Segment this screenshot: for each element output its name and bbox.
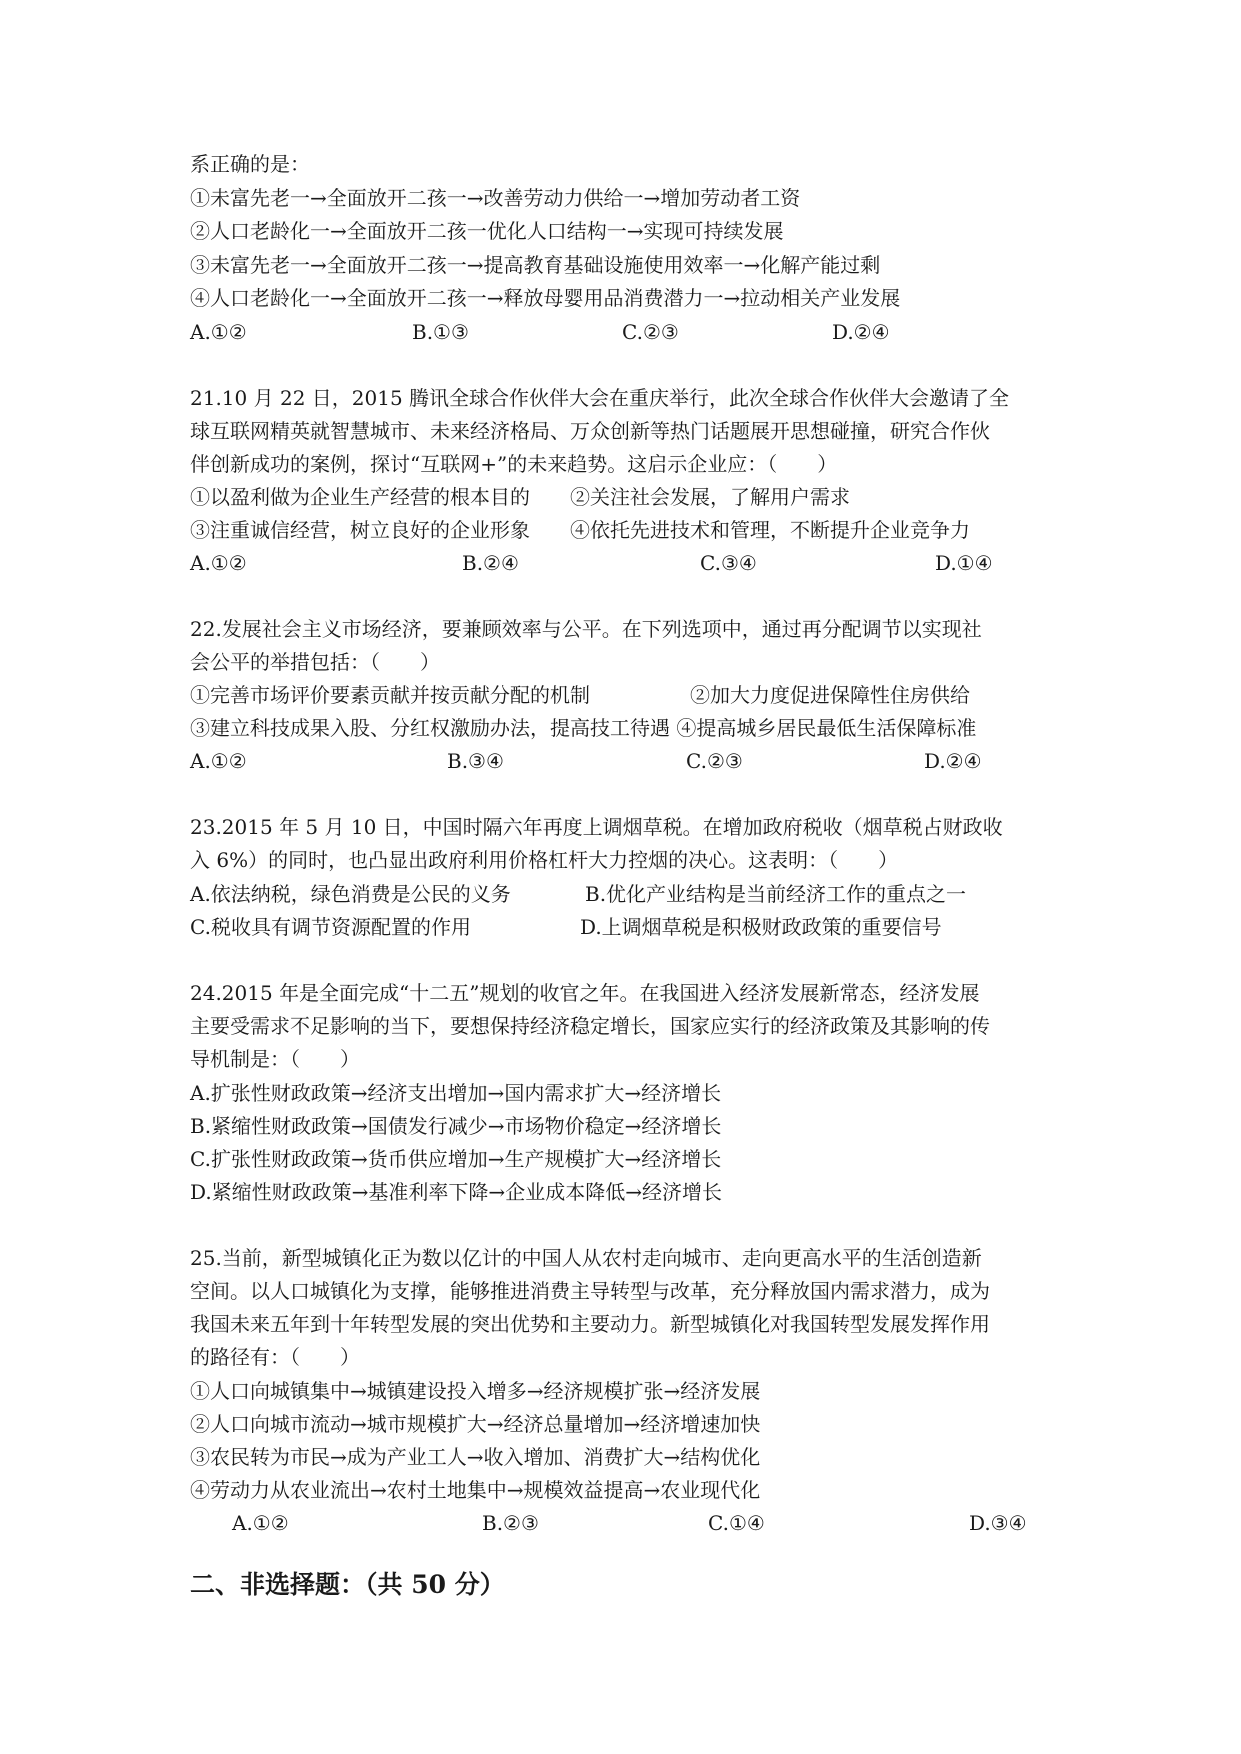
q20-item-1: ①未富先老一→全面放开二孩一→改善劳动力供给一→增加劳动者工资 (190, 186, 801, 210)
q21-stem-line-2: 球互联网精英就智慧城市、未来经济格局、万众创新等热门话题展开思想碰撞，研究合作伙 (190, 419, 990, 443)
q21-option-d: D.①④ (935, 551, 993, 575)
q20-stem-tail: 系正确的是： (190, 152, 310, 176)
q22-items-row-1: ①完善市场评价要素贡献并按贡献分配的机制 ②加大力度促进保障性住房供给 (190, 683, 970, 707)
q22-stem-line-2: 会公平的举措包括：（ ） (190, 650, 440, 674)
q22-option-a: A.①② (190, 749, 247, 773)
q21-option-b: B.②④ (462, 551, 519, 575)
q21-stem-line-3: 伴创新成功的案例，探讨“互联网+”的未来趋势。这启示企业应：（ ） (190, 452, 838, 476)
q20-item-3: ③未富先老一→全面放开二孩一→提高教育基础设施使用效率一→化解产能过剩 (190, 253, 881, 277)
q21-items-row-1: ①以盈利做为企业生产经营的根本目的 ②关注社会发展，了解用户需求 (190, 485, 850, 509)
q21-option-a: A.①② (190, 551, 247, 575)
q25-stem-line-1: 25.当前，新型城镇化正为数以亿计的中国人从农村走向城市、走向更高水平的生活创造新 (190, 1246, 982, 1270)
q21-stem-line-1: 21.10 月 22 日，2015 腾讯全球合作伙伴大会在重庆举行，此次全球合作伙伴大会邀请了全 (190, 386, 1010, 410)
q23-option-b: B.优化产业结构是当前经济工作的重点之一 (585, 882, 967, 906)
q22-option-d: D.②④ (924, 749, 982, 773)
q24-option-a: A.扩张性财政政策→经济支出增加→国内需求扩大→经济增长 (190, 1081, 722, 1105)
q25-option-d: D.③④ (969, 1511, 1027, 1535)
q25-item-4: ④劳动力从农业流出→农村土地集中→规模效益提高→农业现代化 (190, 1478, 761, 1502)
q22-options (190, 747, 1090, 775)
q25-option-c: C.①④ (708, 1511, 765, 1535)
q20-option-c: C.②③ (622, 320, 679, 344)
q20-item-2: ②人口老龄化一→全面放开二孩一优化人口结构一→实现可持续发展 (190, 219, 784, 243)
section-2-heading: 二、非选择题：（共 50 分） (190, 1570, 505, 1599)
q25-option-b: B.②③ (482, 1511, 539, 1535)
q23-option-a: A.依法纳税，绿色消费是公民的义务 (190, 882, 511, 906)
q25-stem-line-4: 的路径有：（ ） (190, 1345, 360, 1369)
q24-option-d: D.紧缩性财政政策→基准利率下降→企业成本降低→经济增长 (190, 1180, 722, 1204)
q20-item-4: ④人口老龄化一→全面放开二孩一→释放母婴用品消费潜力一→拉动相关产业发展 (190, 286, 901, 310)
q25-item-3: ③农民转为市民→成为产业工人→收入增加、消费扩大→结构优化 (190, 1445, 761, 1469)
q22-stem-line-1: 22.发展社会主义市场经济，要兼顾效率与公平。在下列选项中，通过再分配调节以实现社 (190, 617, 982, 641)
q25-item-1: ①人口向城镇集中→城镇建设投入增多→经济规模扩张→经济发展 (190, 1379, 761, 1403)
q22-option-c: C.②③ (686, 749, 743, 773)
q24-stem-line-1: 24.2015 年是全面完成“十二五”规划的收官之年。在我国进入经济发展新常态，经济发展 (190, 981, 980, 1005)
q20-option-a: A.①② (190, 320, 247, 344)
q20-options (190, 318, 1090, 346)
q24-option-b: B.紧缩性财政政策→国债发行减少→市场物价稳定→经济增长 (190, 1114, 722, 1138)
q25-stem-line-2: 空间。以人口城镇化为支撑，能够推进消费主导转型与改革，充分释放国内需求潜力，成为 (190, 1279, 990, 1303)
q23-option-c: C.税收具有调节资源配置的作用 (190, 915, 471, 939)
q21-items-row-2: ③注重诚信经营，树立良好的企业形象 ④依托先进技术和管理，不断提升企业竞争力 (190, 518, 970, 542)
q21-option-c: C.③④ (700, 551, 757, 575)
q22-items-row-2: ③建立科技成果入股、分红权激励办法，提高技工待遇 ④提高城乡居民最低生活保障标准 (190, 716, 977, 740)
q25-options (190, 1509, 1090, 1537)
q20-option-b: B.①③ (412, 320, 469, 344)
q23-stem-line-1: 23.2015 年 5 月 10 日，中国时隔六年再度上调烟草税。在增加政府税收（烟草税占财政收 (190, 815, 1003, 839)
q25-option-a: A.①② (232, 1511, 289, 1535)
q21-options (190, 549, 1090, 577)
q23-options-row-2 (190, 913, 1090, 941)
q25-stem-line-3: 我国未来五年到十年转型发展的突出优势和主要动力。新型城镇化对我国转型发展发挥作用 (190, 1312, 990, 1336)
q24-option-c: C.扩张性财政政策→货币供应增加→生产规模扩大→经济增长 (190, 1147, 722, 1171)
q23-options-row-1 (190, 880, 1090, 908)
q23-option-d: D.上调烟草税是积极财政政策的重要信号 (580, 915, 942, 939)
q22-option-b: B.③④ (447, 749, 504, 773)
q20-option-d: D.②④ (832, 320, 890, 344)
q24-stem-line-2: 主要受需求不足影响的当下，要想保持经济稳定增长，国家应实行的经济政策及其影响的传 (190, 1014, 990, 1038)
q23-stem-line-2: 入 6%）的同时，也凸显出政府利用价格杠杆大力控烟的决心。这表明：（ ） (190, 848, 899, 872)
q24-stem-line-3: 导机制是：（ ） (190, 1047, 360, 1071)
q25-item-2: ②人口向城市流动→城市规模扩大→经济总量增加→经济增速加快 (190, 1412, 761, 1436)
